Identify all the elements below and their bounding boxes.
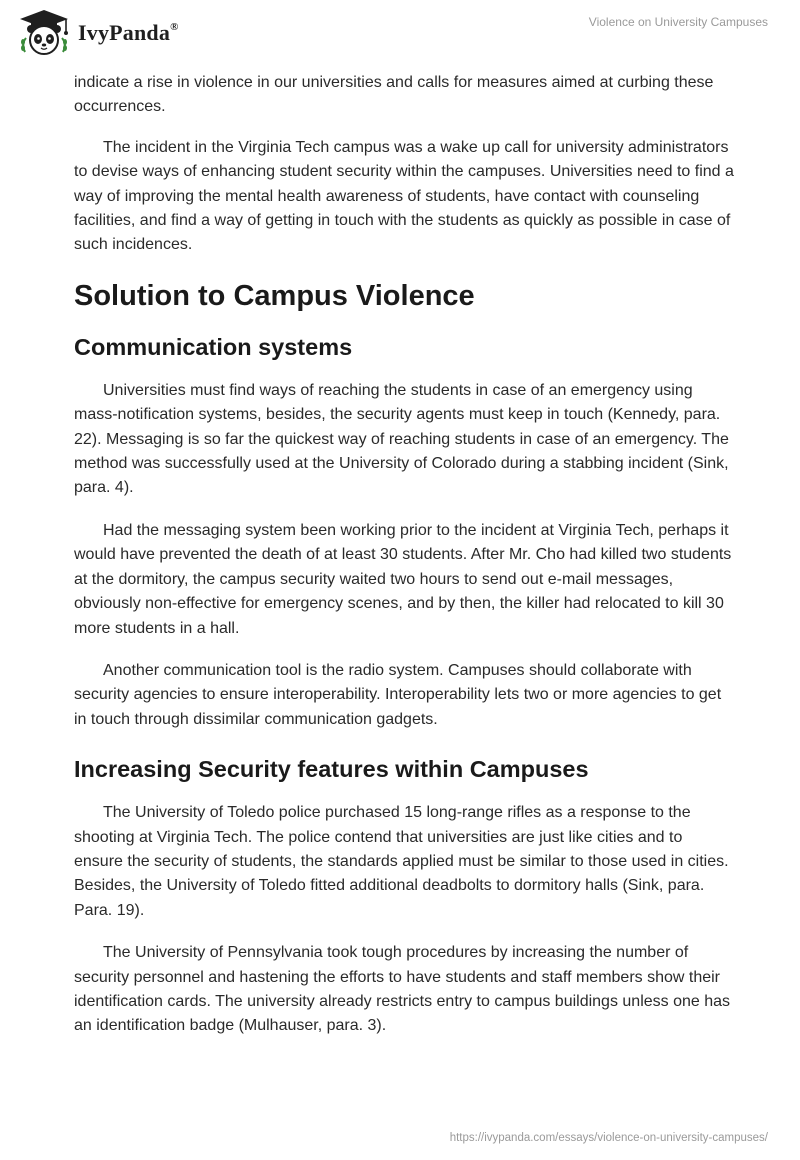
section-heading: Solution to Campus Violence bbox=[74, 279, 475, 312]
paragraph: The University of Toledo police purchased 15 long-range rifles as a response to the shooting at Virginia Tech. The police contend that universities are just like cities and to ensure the security of students, the standards applied must be similar to those used in cities. Besides, the University of Toledo fitted additional deadbolts to dormitory halls (Sink, para. Para. 19). bbox=[74, 804, 729, 919]
paragraph: Another communication tool is the radio system. Campuses should collaborate with security agencies to ensure interoperability. Interoperability lets two or more agencies to get in touch through dissimilar communication gadgets. bbox=[74, 661, 722, 728]
panda-graduate-icon bbox=[16, 8, 72, 58]
paragraph: The University of Pennsylvania took tough procedures by increasing the number of security personnel and hastening the efforts to have students and staff members show their identification cards. The university already restricts entry to campus buildings unless one has an identification badge (Mulhauser, para. 3). bbox=[74, 944, 731, 1035]
source-url[interactable]: https://ivypanda.com/essays/violence-on-university-campuses/ bbox=[449, 1132, 768, 1144]
paragraph: The incident in the Virginia Tech campus was a wake up call for university administrators to devise ways of enhancing student security within the campuses. Universities need to find a way of improving the mental health awareness of students, have contact with counseling facilities, and find a way of getting in touch with the students as quickly as possible in case of such incidences. bbox=[74, 138, 734, 254]
paragraph: Universities must find ways of reaching the students in case of an emergency using mass-notification systems, besides, the security agents must keep in touch (Kennedy, para. 22). Messaging is so far the quickest way of reaching students in case of an emergency. The method was successfully used at the University of Colorado during a stabbing incident (Sink, para. 4). bbox=[74, 381, 729, 497]
subsection-heading: Increasing Security features within Campuses bbox=[74, 756, 589, 783]
ivypanda-logo[interactable] bbox=[16, 8, 179, 58]
subsection-heading: Communication systems bbox=[74, 333, 353, 360]
logo-text: IvyPanda® bbox=[78, 20, 179, 45]
paragraph: Had the messaging system been working prior to the incident at Virginia Tech, perhaps it would have prevented the death of at least 30 students. After Mr. Cho had killed two students at the dormitory, the campus security waited two hours to send out e-mail messages, obviously non-effective for emergency scenes, and by then, the killer had relocated to kill 30 more students in a hall. bbox=[74, 521, 732, 637]
document-title: Violence on University Campuses bbox=[588, 15, 768, 29]
paragraph: indicate a rise in violence in our universities and calls for measures aimed at curbing these occurrences. bbox=[74, 74, 714, 116]
essay-body bbox=[74, 71, 734, 1057]
page-header bbox=[0, 0, 800, 70]
